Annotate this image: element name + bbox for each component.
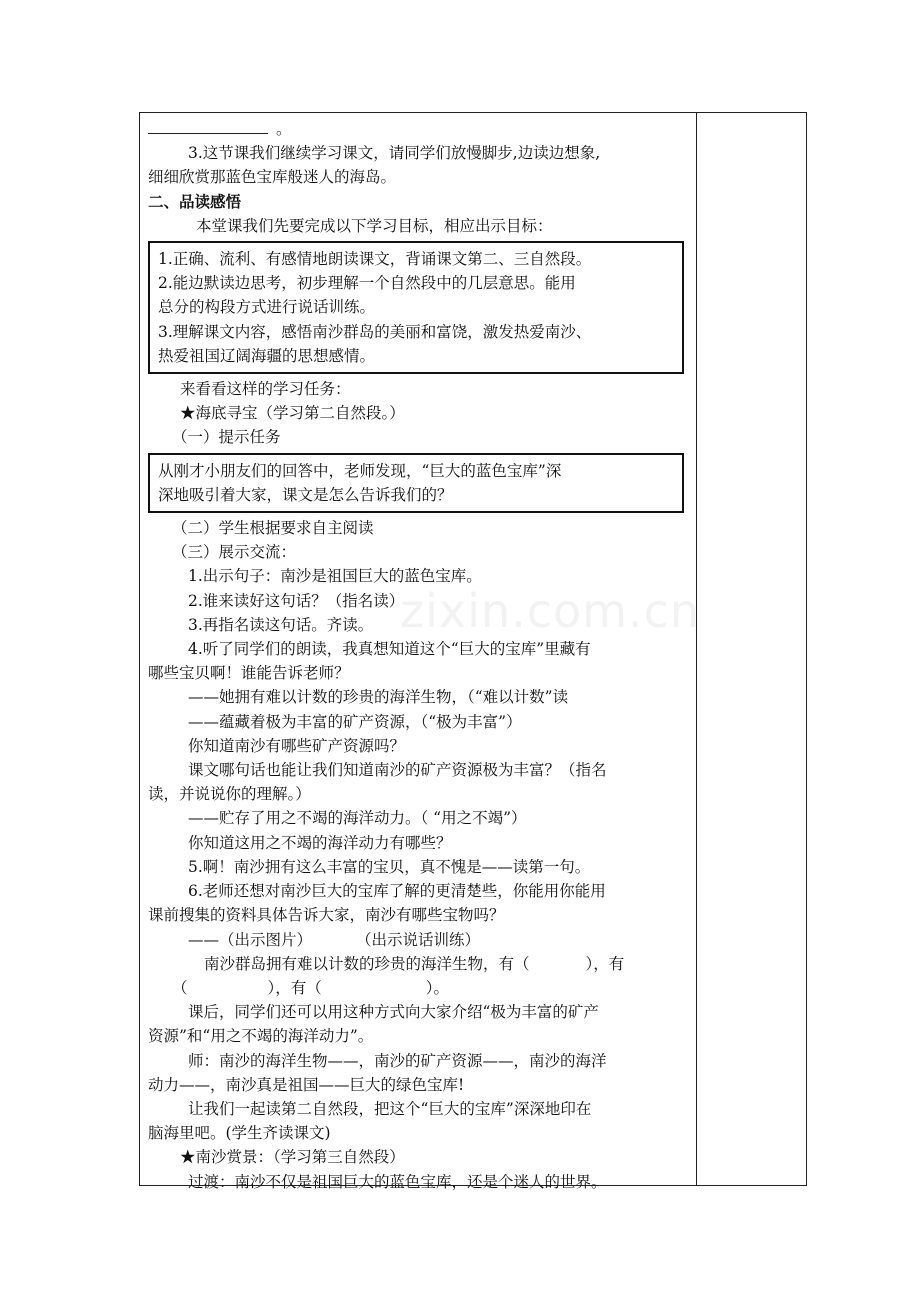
text-line: 让我们一起读第二自然段，把这个“巨大的宝库”深深地印在 (188, 1099, 592, 1118)
text-line: 1.出示句子：南沙是祖国巨大的蓝色宝库。 (188, 567, 482, 586)
text-line: 2.谁来读好这句话？（指名读） (188, 591, 405, 610)
learning-goals-box (148, 241, 684, 374)
text-line: 课文哪句话也能让我们知道南沙的矿产资源极为丰富？（指名 (188, 761, 607, 780)
text-line: 课前搜集的资料具体告诉大家，南沙有哪些宝物吗？ (148, 906, 505, 925)
hint-box (148, 453, 684, 513)
text-line: （ ），有（ ）。 (172, 978, 450, 997)
section-heading: 二、品读感悟 (148, 192, 242, 211)
goal-line: 热爱祖国辽阔海疆的思想感情。 (158, 346, 376, 365)
text-line: 南沙群岛拥有难以计数的珍贵的海洋生物，有（ ），有 (204, 954, 625, 973)
text-line: ——贮存了用之不竭的海洋动力。（ “用之不竭”） (188, 809, 527, 828)
text-line: （三）展示交流： (172, 543, 297, 562)
lesson-content (148, 117, 694, 1194)
text-line: 资源”和“用之不竭的海洋动力”。 (148, 1027, 374, 1046)
goal-line: 总分的构段方式进行说话训练。 (158, 298, 376, 317)
goal-line: 1.正确、流利、有感情地朗读课文，背诵课文第二、三自然段。 (158, 250, 592, 269)
item-3-line-1: 3.这节课我们继续学习课文，请同学们放慢脚步,边读边想象, (188, 144, 601, 163)
text-line: 3.再指名读这句话。齐读。 (188, 615, 374, 634)
text-line: 读，并说说你的理解。） (148, 785, 311, 804)
text-line: （二）学生根据要求自主阅读 (172, 519, 374, 538)
watermark: zixin.com.cn (400, 584, 701, 638)
hint-line-2: 深地吸引着大家，课文是怎么告诉我们的？ (158, 485, 453, 504)
item-3-line-2: 细细欣赏那蓝色宝库般迷人的海岛。 (148, 168, 397, 187)
task-treasure-hunt: ★海底寻宝（学习第二自然段。） (180, 404, 405, 423)
text-line: 5.啊！南沙拥有这么丰富的宝贝，真不愧是——读第一句。 (188, 857, 591, 876)
text-line: 过渡：南沙不仅是祖国巨大的蓝色宝库，还是个迷人的世界。 (188, 1172, 607, 1191)
text-line: ——她拥有难以计数的珍贵的海洋生物，（“难以计数”读 (188, 688, 569, 707)
text-line: 脑海里吧。(学生齐读课文) (148, 1124, 331, 1143)
text-line: 你知道这用之不竭的海洋动力有哪些？ (188, 833, 452, 852)
goals-intro: 本堂课我们先要完成以下学习目标，相应出示目标： (196, 216, 553, 235)
text-line: ——（出示图片） （出示说话训练） (188, 930, 481, 949)
text-line: 6.老师还想对南沙巨大的宝库了解的更清楚些，你能用你能用 (188, 882, 606, 901)
goal-line: 2.能边默读边思考，初步理解一个自然段中的几层意思。能用 (158, 274, 576, 293)
lesson-table (139, 112, 807, 1191)
task-scenery: ★南沙赏景：（学习第三自然段） (180, 1148, 405, 1167)
text-line: 4.听了同学们的朗读，我真想知道这个“巨大的宝库”里藏有 (188, 640, 591, 659)
text-line: 师：南沙的海洋生物——，南沙的矿产资源——，南沙的海洋 (188, 1051, 607, 1070)
text-line: 哪些宝贝啊！谁能告诉老师？ (148, 664, 350, 683)
text-line: 动力——，南沙真是祖国——巨大的绿色宝库! (148, 1075, 465, 1094)
column-divider (696, 113, 697, 1185)
fill-blank (148, 119, 268, 134)
text-line: 课后，同学们还可以用这种方式向大家介绍“极为丰富的矿产 (188, 1003, 599, 1022)
text-line: ——蕴藏着极为丰富的矿产资源，（“极为丰富”） (188, 712, 522, 731)
task-hint-label: （一）提示任务 (172, 428, 281, 447)
blank-line-row: 。 (148, 117, 694, 141)
text-line: 你知道南沙有哪些矿产资源吗？ (188, 736, 406, 755)
task-intro: 来看看这样的学习任务： (180, 380, 351, 399)
hint-line-1: 从刚才小朋友们的回答中，老师发现，“巨大的蓝色宝库”深 (158, 461, 562, 480)
goal-line: 3.理解课文内容，感悟南沙群岛的美丽和富饶，激发热爱南沙、 (158, 322, 592, 341)
